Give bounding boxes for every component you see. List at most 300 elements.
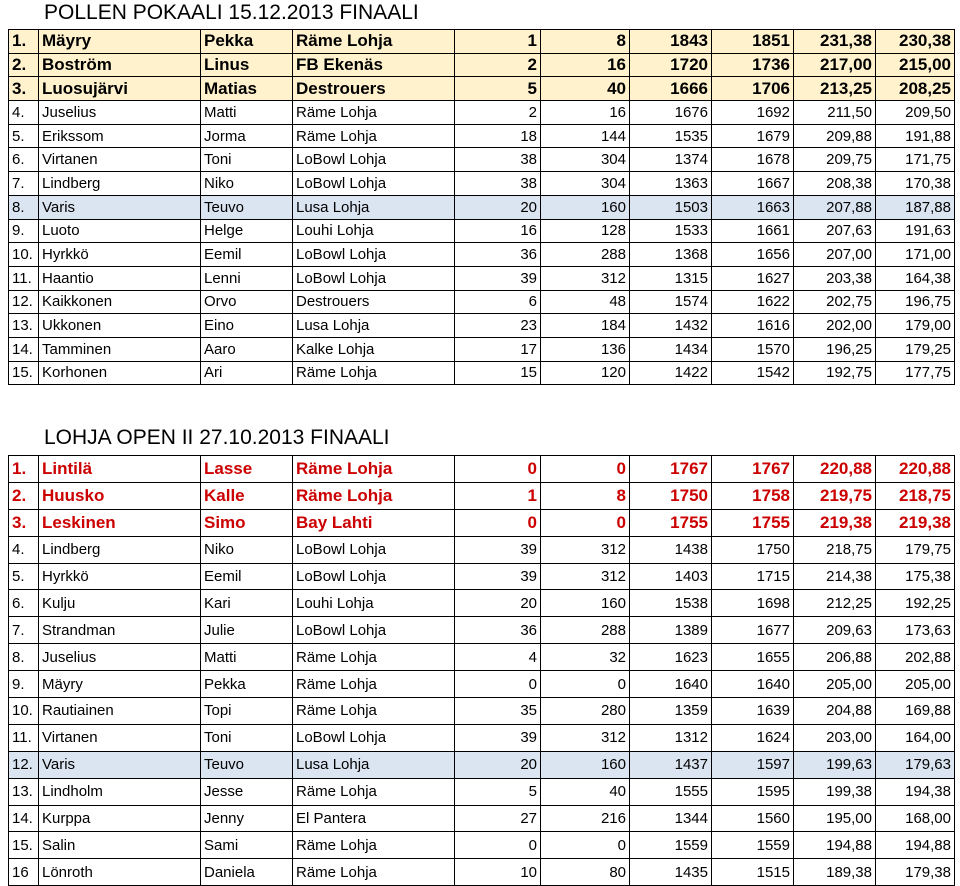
total-with-handicap-cell: 1667 bbox=[712, 172, 794, 196]
handicap-pins-cell: 304 bbox=[541, 172, 630, 196]
table-row bbox=[9, 77, 955, 101]
table-row bbox=[9, 266, 955, 290]
scratch-total-cell: 1438 bbox=[630, 536, 712, 563]
scratch-total-cell: 1374 bbox=[630, 148, 712, 172]
average-with-handicap-cell: 195,00 bbox=[794, 805, 876, 832]
first-name-cell: Toni bbox=[201, 148, 293, 172]
table-row bbox=[9, 590, 955, 617]
club-cell: LoBowl Lohja bbox=[293, 724, 455, 751]
scratch-average-cell: 194,88 bbox=[876, 832, 955, 859]
scratch-average-cell: 169,88 bbox=[876, 698, 955, 725]
club-cell: Räme Lohja bbox=[293, 671, 455, 698]
total-with-handicap-cell: 1570 bbox=[712, 337, 794, 361]
handicap-pins-cell: 160 bbox=[541, 195, 630, 219]
position-cell: 15. bbox=[9, 361, 39, 385]
club-cell: LoBowl Lohja bbox=[293, 266, 455, 290]
last-name-cell: Lindberg bbox=[39, 536, 201, 563]
total-with-handicap-cell: 1515 bbox=[712, 859, 794, 886]
scratch-average-cell: 202,88 bbox=[876, 644, 955, 671]
position-cell: 5. bbox=[9, 563, 39, 590]
handicap-pins-cell: 0 bbox=[541, 832, 630, 859]
average-with-handicap-cell: 209,63 bbox=[794, 617, 876, 644]
handicap-pins-cell: 312 bbox=[541, 724, 630, 751]
average-with-handicap-cell: 196,25 bbox=[794, 337, 876, 361]
club-cell: Destrouers bbox=[293, 77, 455, 101]
scratch-average-cell: 168,00 bbox=[876, 805, 955, 832]
handicap-games-cell: 0 bbox=[455, 509, 541, 536]
handicap-pins-cell: 0 bbox=[541, 509, 630, 536]
position-cell: 14. bbox=[9, 337, 39, 361]
position-cell: 15. bbox=[9, 832, 39, 859]
handicap-games-cell: 16 bbox=[455, 219, 541, 243]
last-name-cell: Lintilä bbox=[39, 456, 201, 483]
handicap-games-cell: 39 bbox=[455, 724, 541, 751]
handicap-games-cell: 5 bbox=[455, 778, 541, 805]
scratch-total-cell: 1435 bbox=[630, 859, 712, 886]
total-with-handicap-cell: 1640 bbox=[712, 671, 794, 698]
last-name-cell: Virtanen bbox=[39, 148, 201, 172]
last-name-cell: Lindholm bbox=[39, 778, 201, 805]
total-with-handicap-cell: 1663 bbox=[712, 195, 794, 219]
last-name-cell: Salin bbox=[39, 832, 201, 859]
first-name-cell: Eemil bbox=[201, 243, 293, 267]
first-name-cell: Simo bbox=[201, 509, 293, 536]
club-cell: Räme Lohja bbox=[293, 698, 455, 725]
handicap-pins-cell: 128 bbox=[541, 219, 630, 243]
club-cell: Lusa Lohja bbox=[293, 314, 455, 338]
scratch-average-cell: 164,38 bbox=[876, 266, 955, 290]
first-name-cell: Kari bbox=[201, 590, 293, 617]
table-row bbox=[9, 536, 955, 563]
average-with-handicap-cell: 192,75 bbox=[794, 361, 876, 385]
average-with-handicap-cell: 206,88 bbox=[794, 644, 876, 671]
club-cell: Lusa Lohja bbox=[293, 751, 455, 778]
handicap-pins-cell: 312 bbox=[541, 266, 630, 290]
handicap-games-cell: 6 bbox=[455, 290, 541, 314]
results-table-body bbox=[9, 30, 955, 385]
average-with-handicap-cell: 207,00 bbox=[794, 243, 876, 267]
scratch-total-cell: 1403 bbox=[630, 563, 712, 590]
scratch-average-cell: 219,38 bbox=[876, 509, 955, 536]
total-with-handicap-cell: 1692 bbox=[712, 101, 794, 125]
scratch-average-cell: 177,75 bbox=[876, 361, 955, 385]
average-with-handicap-cell: 208,38 bbox=[794, 172, 876, 196]
table-row bbox=[9, 101, 955, 125]
scratch-average-cell: 170,38 bbox=[876, 172, 955, 196]
total-with-handicap-cell: 1678 bbox=[712, 148, 794, 172]
average-with-handicap-cell: 209,75 bbox=[794, 148, 876, 172]
last-name-cell: Varis bbox=[39, 751, 201, 778]
first-name-cell: Niko bbox=[201, 536, 293, 563]
table-row bbox=[9, 148, 955, 172]
scratch-average-cell: 171,00 bbox=[876, 243, 955, 267]
handicap-games-cell: 1 bbox=[455, 482, 541, 509]
table-row bbox=[9, 53, 955, 77]
handicap-games-cell: 0 bbox=[455, 456, 541, 483]
total-with-handicap-cell: 1542 bbox=[712, 361, 794, 385]
average-with-handicap-cell: 205,00 bbox=[794, 671, 876, 698]
handicap-pins-cell: 184 bbox=[541, 314, 630, 338]
handicap-pins-cell: 8 bbox=[541, 30, 630, 54]
scratch-total-cell: 1344 bbox=[630, 805, 712, 832]
first-name-cell: Aaro bbox=[201, 337, 293, 361]
first-name-cell: Linus bbox=[201, 53, 293, 77]
section-title-lohja-open: LOHJA OPEN II 27.10.2013 FINAALI bbox=[44, 426, 390, 449]
last-name-cell: Luosujärvi bbox=[39, 77, 201, 101]
position-cell: 11. bbox=[9, 266, 39, 290]
handicap-pins-cell: 32 bbox=[541, 644, 630, 671]
position-cell: 2. bbox=[9, 53, 39, 77]
table-row bbox=[9, 698, 955, 725]
results-table-body bbox=[9, 456, 955, 886]
first-name-cell: Lenni bbox=[201, 266, 293, 290]
average-with-handicap-cell: 217,00 bbox=[794, 53, 876, 77]
last-name-cell: Lönroth bbox=[39, 859, 201, 886]
club-cell: LoBowl Lohja bbox=[293, 536, 455, 563]
handicap-games-cell: 38 bbox=[455, 148, 541, 172]
scratch-average-cell: 173,63 bbox=[876, 617, 955, 644]
total-with-handicap-cell: 1677 bbox=[712, 617, 794, 644]
position-cell: 12. bbox=[9, 751, 39, 778]
scratch-average-cell: 191,63 bbox=[876, 219, 955, 243]
table-row bbox=[9, 751, 955, 778]
average-with-handicap-cell: 214,38 bbox=[794, 563, 876, 590]
club-cell: Bay Lahti bbox=[293, 509, 455, 536]
scratch-average-cell: 179,75 bbox=[876, 536, 955, 563]
position-cell: 1. bbox=[9, 30, 39, 54]
handicap-pins-cell: 48 bbox=[541, 290, 630, 314]
table-row bbox=[9, 337, 955, 361]
first-name-cell: Niko bbox=[201, 172, 293, 196]
club-cell: LoBowl Lohja bbox=[293, 148, 455, 172]
scratch-total-cell: 1368 bbox=[630, 243, 712, 267]
first-name-cell: Eemil bbox=[201, 563, 293, 590]
average-with-handicap-cell: 209,88 bbox=[794, 124, 876, 148]
scratch-average-cell: 194,38 bbox=[876, 778, 955, 805]
average-with-handicap-cell: 204,88 bbox=[794, 698, 876, 725]
table-row bbox=[9, 644, 955, 671]
table-row bbox=[9, 724, 955, 751]
scratch-average-cell: 205,00 bbox=[876, 671, 955, 698]
first-name-cell: Kalle bbox=[201, 482, 293, 509]
last-name-cell: Leskinen bbox=[39, 509, 201, 536]
handicap-games-cell: 18 bbox=[455, 124, 541, 148]
last-name-cell: Mäyry bbox=[39, 30, 201, 54]
last-name-cell: Juselius bbox=[39, 644, 201, 671]
last-name-cell: Erikssom bbox=[39, 124, 201, 148]
last-name-cell: Strandman bbox=[39, 617, 201, 644]
handicap-pins-cell: 280 bbox=[541, 698, 630, 725]
average-with-handicap-cell: 211,50 bbox=[794, 101, 876, 125]
handicap-games-cell: 39 bbox=[455, 536, 541, 563]
scratch-total-cell: 1640 bbox=[630, 671, 712, 698]
scratch-total-cell: 1432 bbox=[630, 314, 712, 338]
last-name-cell: Hyrkkö bbox=[39, 563, 201, 590]
total-with-handicap-cell: 1736 bbox=[712, 53, 794, 77]
last-name-cell: Tamminen bbox=[39, 337, 201, 361]
position-cell: 3. bbox=[9, 509, 39, 536]
scratch-average-cell: 179,38 bbox=[876, 859, 955, 886]
scratch-average-cell: 192,25 bbox=[876, 590, 955, 617]
last-name-cell: Boström bbox=[39, 53, 201, 77]
club-cell: Räme Lohja bbox=[293, 124, 455, 148]
club-cell: Räme Lohja bbox=[293, 832, 455, 859]
club-cell: Louhi Lohja bbox=[293, 590, 455, 617]
table-row bbox=[9, 671, 955, 698]
position-cell: 4. bbox=[9, 536, 39, 563]
club-cell: LoBowl Lohja bbox=[293, 563, 455, 590]
scratch-total-cell: 1623 bbox=[630, 644, 712, 671]
position-cell: 3. bbox=[9, 77, 39, 101]
total-with-handicap-cell: 1698 bbox=[712, 590, 794, 617]
table-row bbox=[9, 361, 955, 385]
first-name-cell: Topi bbox=[201, 698, 293, 725]
total-with-handicap-cell: 1624 bbox=[712, 724, 794, 751]
results-table-pollen-pokaali bbox=[8, 29, 955, 385]
first-name-cell: Ari bbox=[201, 361, 293, 385]
first-name-cell: Sami bbox=[201, 832, 293, 859]
table-row bbox=[9, 243, 955, 267]
position-cell: 6. bbox=[9, 148, 39, 172]
total-with-handicap-cell: 1627 bbox=[712, 266, 794, 290]
first-name-cell: Teuvo bbox=[201, 195, 293, 219]
club-cell: Räme Lohja bbox=[293, 778, 455, 805]
table-row bbox=[9, 778, 955, 805]
position-cell: 9. bbox=[9, 671, 39, 698]
scratch-average-cell: 175,38 bbox=[876, 563, 955, 590]
position-cell: 13. bbox=[9, 314, 39, 338]
scratch-total-cell: 1422 bbox=[630, 361, 712, 385]
position-cell: 7. bbox=[9, 617, 39, 644]
total-with-handicap-cell: 1715 bbox=[712, 563, 794, 590]
average-with-handicap-cell: 219,38 bbox=[794, 509, 876, 536]
total-with-handicap-cell: 1758 bbox=[712, 482, 794, 509]
table-row bbox=[9, 195, 955, 219]
last-name-cell: Virtanen bbox=[39, 724, 201, 751]
scratch-total-cell: 1434 bbox=[630, 337, 712, 361]
handicap-pins-cell: 40 bbox=[541, 778, 630, 805]
club-cell: LoBowl Lohja bbox=[293, 243, 455, 267]
club-cell: Räme Lohja bbox=[293, 859, 455, 886]
average-with-handicap-cell: 213,25 bbox=[794, 77, 876, 101]
handicap-games-cell: 39 bbox=[455, 563, 541, 590]
scratch-total-cell: 1389 bbox=[630, 617, 712, 644]
scratch-total-cell: 1359 bbox=[630, 698, 712, 725]
handicap-pins-cell: 120 bbox=[541, 361, 630, 385]
position-cell: 9. bbox=[9, 219, 39, 243]
handicap-games-cell: 23 bbox=[455, 314, 541, 338]
position-cell: 1. bbox=[9, 456, 39, 483]
first-name-cell: Matti bbox=[201, 644, 293, 671]
first-name-cell: Pekka bbox=[201, 30, 293, 54]
handicap-pins-cell: 304 bbox=[541, 148, 630, 172]
scratch-total-cell: 1315 bbox=[630, 266, 712, 290]
total-with-handicap-cell: 1639 bbox=[712, 698, 794, 725]
handicap-pins-cell: 144 bbox=[541, 124, 630, 148]
last-name-cell: Mäyry bbox=[39, 671, 201, 698]
last-name-cell: Hyrkkö bbox=[39, 243, 201, 267]
total-with-handicap-cell: 1851 bbox=[712, 30, 794, 54]
handicap-games-cell: 1 bbox=[455, 30, 541, 54]
club-cell: Räme Lohja bbox=[293, 101, 455, 125]
scratch-average-cell: 215,00 bbox=[876, 53, 955, 77]
table-row bbox=[9, 456, 955, 483]
club-cell: LoBowl Lohja bbox=[293, 617, 455, 644]
club-cell: El Pantera bbox=[293, 805, 455, 832]
position-cell: 16 bbox=[9, 859, 39, 886]
handicap-pins-cell: 16 bbox=[541, 53, 630, 77]
average-with-handicap-cell: 231,38 bbox=[794, 30, 876, 54]
handicap-games-cell: 17 bbox=[455, 337, 541, 361]
scratch-total-cell: 1503 bbox=[630, 195, 712, 219]
last-name-cell: Kaikkonen bbox=[39, 290, 201, 314]
scratch-total-cell: 1437 bbox=[630, 751, 712, 778]
total-with-handicap-cell: 1767 bbox=[712, 456, 794, 483]
last-name-cell: Korhonen bbox=[39, 361, 201, 385]
last-name-cell: Luoto bbox=[39, 219, 201, 243]
handicap-games-cell: 4 bbox=[455, 644, 541, 671]
first-name-cell: Pekka bbox=[201, 671, 293, 698]
scratch-total-cell: 1559 bbox=[630, 832, 712, 859]
position-cell: 10. bbox=[9, 698, 39, 725]
scratch-total-cell: 1363 bbox=[630, 172, 712, 196]
average-with-handicap-cell: 199,38 bbox=[794, 778, 876, 805]
handicap-pins-cell: 8 bbox=[541, 482, 630, 509]
first-name-cell: Helge bbox=[201, 219, 293, 243]
scratch-average-cell: 171,75 bbox=[876, 148, 955, 172]
average-with-handicap-cell: 219,75 bbox=[794, 482, 876, 509]
table-row bbox=[9, 509, 955, 536]
scratch-average-cell: 209,50 bbox=[876, 101, 955, 125]
table-row bbox=[9, 832, 955, 859]
first-name-cell: Jenny bbox=[201, 805, 293, 832]
scratch-total-cell: 1750 bbox=[630, 482, 712, 509]
club-cell: Kalke Lohja bbox=[293, 337, 455, 361]
first-name-cell: Daniela bbox=[201, 859, 293, 886]
scratch-average-cell: 164,00 bbox=[876, 724, 955, 751]
scratch-average-cell: 208,25 bbox=[876, 77, 955, 101]
total-with-handicap-cell: 1597 bbox=[712, 751, 794, 778]
position-cell: 14. bbox=[9, 805, 39, 832]
scratch-total-cell: 1574 bbox=[630, 290, 712, 314]
club-cell: Destrouers bbox=[293, 290, 455, 314]
first-name-cell: Julie bbox=[201, 617, 293, 644]
scratch-average-cell: 179,00 bbox=[876, 314, 955, 338]
handicap-games-cell: 39 bbox=[455, 266, 541, 290]
total-with-handicap-cell: 1661 bbox=[712, 219, 794, 243]
club-cell: Räme Lohja bbox=[293, 456, 455, 483]
handicap-games-cell: 27 bbox=[455, 805, 541, 832]
total-with-handicap-cell: 1706 bbox=[712, 77, 794, 101]
scratch-average-cell: 220,88 bbox=[876, 456, 955, 483]
handicap-pins-cell: 80 bbox=[541, 859, 630, 886]
scratch-total-cell: 1767 bbox=[630, 456, 712, 483]
results-table-lohja-open bbox=[8, 455, 955, 886]
handicap-pins-cell: 288 bbox=[541, 243, 630, 267]
table-row bbox=[9, 172, 955, 196]
handicap-pins-cell: 40 bbox=[541, 77, 630, 101]
table-row bbox=[9, 859, 955, 886]
last-name-cell: Kurppa bbox=[39, 805, 201, 832]
position-cell: 7. bbox=[9, 172, 39, 196]
total-with-handicap-cell: 1622 bbox=[712, 290, 794, 314]
handicap-games-cell: 2 bbox=[455, 53, 541, 77]
average-with-handicap-cell: 202,75 bbox=[794, 290, 876, 314]
table-row bbox=[9, 617, 955, 644]
total-with-handicap-cell: 1616 bbox=[712, 314, 794, 338]
scratch-total-cell: 1720 bbox=[630, 53, 712, 77]
handicap-games-cell: 20 bbox=[455, 590, 541, 617]
handicap-games-cell: 0 bbox=[455, 671, 541, 698]
table-row bbox=[9, 563, 955, 590]
position-cell: 4. bbox=[9, 101, 39, 125]
table-row bbox=[9, 805, 955, 832]
average-with-handicap-cell: 194,88 bbox=[794, 832, 876, 859]
table-row bbox=[9, 290, 955, 314]
club-cell: Räme Lohja bbox=[293, 644, 455, 671]
average-with-handicap-cell: 207,63 bbox=[794, 219, 876, 243]
total-with-handicap-cell: 1656 bbox=[712, 243, 794, 267]
handicap-pins-cell: 160 bbox=[541, 751, 630, 778]
average-with-handicap-cell: 189,38 bbox=[794, 859, 876, 886]
position-cell: 2. bbox=[9, 482, 39, 509]
position-cell: 11. bbox=[9, 724, 39, 751]
average-with-handicap-cell: 218,75 bbox=[794, 536, 876, 563]
last-name-cell: Rautiainen bbox=[39, 698, 201, 725]
position-cell: 8. bbox=[9, 195, 39, 219]
scratch-average-cell: 196,75 bbox=[876, 290, 955, 314]
club-cell: Räme Lohja bbox=[293, 30, 455, 54]
total-with-handicap-cell: 1755 bbox=[712, 509, 794, 536]
club-cell: Räme Lohja bbox=[293, 361, 455, 385]
handicap-games-cell: 38 bbox=[455, 172, 541, 196]
scratch-total-cell: 1312 bbox=[630, 724, 712, 751]
first-name-cell: Jesse bbox=[201, 778, 293, 805]
handicap-pins-cell: 216 bbox=[541, 805, 630, 832]
position-cell: 12. bbox=[9, 290, 39, 314]
total-with-handicap-cell: 1559 bbox=[712, 832, 794, 859]
average-with-handicap-cell: 199,63 bbox=[794, 751, 876, 778]
club-cell: LoBowl Lohja bbox=[293, 172, 455, 196]
table-row bbox=[9, 314, 955, 338]
handicap-games-cell: 10 bbox=[455, 859, 541, 886]
handicap-pins-cell: 312 bbox=[541, 563, 630, 590]
handicap-games-cell: 15 bbox=[455, 361, 541, 385]
scratch-total-cell: 1555 bbox=[630, 778, 712, 805]
handicap-pins-cell: 16 bbox=[541, 101, 630, 125]
scratch-total-cell: 1755 bbox=[630, 509, 712, 536]
handicap-pins-cell: 0 bbox=[541, 456, 630, 483]
scratch-total-cell: 1843 bbox=[630, 30, 712, 54]
first-name-cell: Orvo bbox=[201, 290, 293, 314]
total-with-handicap-cell: 1560 bbox=[712, 805, 794, 832]
scratch-total-cell: 1676 bbox=[630, 101, 712, 125]
handicap-pins-cell: 288 bbox=[541, 617, 630, 644]
table-row bbox=[9, 30, 955, 54]
total-with-handicap-cell: 1679 bbox=[712, 124, 794, 148]
total-with-handicap-cell: 1655 bbox=[712, 644, 794, 671]
handicap-games-cell: 36 bbox=[455, 617, 541, 644]
average-with-handicap-cell: 202,00 bbox=[794, 314, 876, 338]
first-name-cell: Matti bbox=[201, 101, 293, 125]
club-cell: Räme Lohja bbox=[293, 482, 455, 509]
last-name-cell: Kulju bbox=[39, 590, 201, 617]
first-name-cell: Toni bbox=[201, 724, 293, 751]
scratch-total-cell: 1535 bbox=[630, 124, 712, 148]
first-name-cell: Jorma bbox=[201, 124, 293, 148]
scratch-average-cell: 218,75 bbox=[876, 482, 955, 509]
club-cell: FB Ekenäs bbox=[293, 53, 455, 77]
